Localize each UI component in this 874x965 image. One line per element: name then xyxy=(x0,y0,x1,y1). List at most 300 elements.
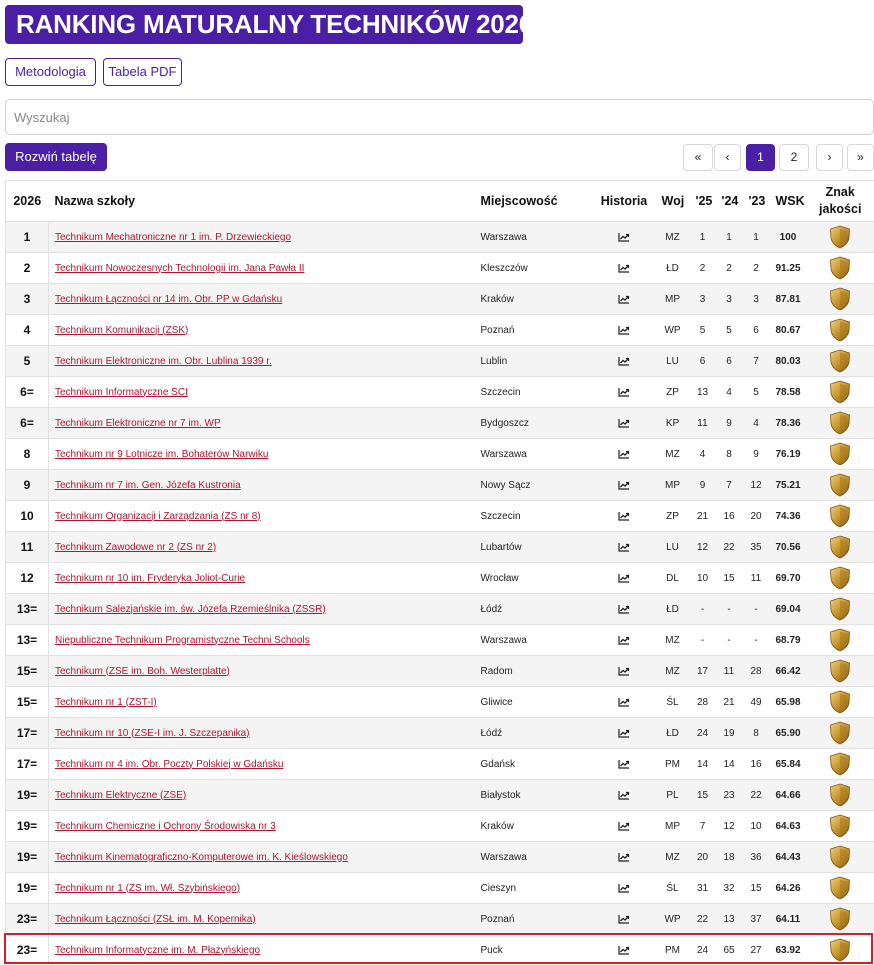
school-name-cell xyxy=(49,377,475,408)
city-cell: Warszawa xyxy=(475,222,593,253)
rank-2023-cell: 2 xyxy=(743,253,770,284)
trend-chart-icon[interactable] xyxy=(618,542,630,553)
school-link[interactable]: Technikum (ZSE im. Boh. Westerplatte) xyxy=(55,665,230,677)
ranking-table xyxy=(5,180,874,965)
wsk-cell: 69.70 xyxy=(770,563,807,594)
school-name-cell xyxy=(49,501,475,532)
rank-2023-cell: 12 xyxy=(743,470,770,501)
rank-2025-cell: 9 xyxy=(690,470,716,501)
wsk-cell: 64.66 xyxy=(770,780,807,811)
trend-chart-icon[interactable] xyxy=(618,573,630,584)
wsk-cell: 63.92 xyxy=(770,935,807,965)
city-cell: Warszawa xyxy=(475,842,593,873)
school-name-cell xyxy=(49,718,475,749)
gold-shield-icon xyxy=(829,418,851,429)
voivodeship-cell: ŚL xyxy=(656,687,690,718)
rank-cell: 15= xyxy=(6,687,49,718)
rank-2024-cell: 22 xyxy=(716,532,743,563)
history-cell[interactable] xyxy=(593,780,656,811)
quality-cell xyxy=(807,780,874,811)
history-cell[interactable] xyxy=(593,873,656,904)
rank-cell: 4 xyxy=(6,315,49,346)
voivodeship-cell: WP xyxy=(656,904,690,935)
rank-2024-cell: 18 xyxy=(716,842,743,873)
table-row xyxy=(6,935,874,965)
quality-cell xyxy=(807,284,874,315)
gold-shield-icon xyxy=(829,635,851,646)
trend-chart-icon[interactable] xyxy=(618,945,630,956)
rank-cell: 19= xyxy=(6,842,49,873)
rank-2023-cell: - xyxy=(743,594,770,625)
voivodeship-cell: MZ xyxy=(656,625,690,656)
wsk-cell: 80.03 xyxy=(770,346,807,377)
rank-2025-cell: - xyxy=(690,594,716,625)
table-header-row xyxy=(6,181,874,222)
city-cell: Kleszczów xyxy=(475,253,593,284)
table-row xyxy=(6,749,874,780)
gold-shield-icon xyxy=(829,883,851,894)
history-cell[interactable] xyxy=(593,408,656,439)
rank-2024-cell: - xyxy=(716,625,743,656)
history-cell[interactable] xyxy=(593,377,656,408)
school-link[interactable]: Technikum Mechatroniczne nr 1 im. P. Drzewieckiego xyxy=(55,231,292,243)
rank-2023-cell: 22 xyxy=(743,780,770,811)
wsk-cell: 78.36 xyxy=(770,408,807,439)
voivodeship-cell: ŁD xyxy=(656,594,690,625)
gold-shield-icon xyxy=(829,759,851,770)
wsk-cell: 75.21 xyxy=(770,470,807,501)
table-row xyxy=(6,873,874,904)
rank-cell: 17= xyxy=(6,718,49,749)
col-2025-header[interactable]: '25 xyxy=(690,181,716,222)
rank-2024-cell: - xyxy=(716,594,743,625)
table-row xyxy=(6,346,874,377)
school-link[interactable]: Technikum nr 4 im. Obr. Poczty Polskiej w Gdańsku xyxy=(55,758,284,770)
table-row xyxy=(6,315,874,346)
wsk-cell: 68.79 xyxy=(770,625,807,656)
rank-cell: 10 xyxy=(6,501,49,532)
trend-chart-icon[interactable] xyxy=(618,852,630,863)
rank-2024-cell: 19 xyxy=(716,718,743,749)
trend-chart-icon[interactable] xyxy=(618,604,630,615)
trend-chart-icon[interactable] xyxy=(618,325,630,336)
quality-cell xyxy=(807,377,874,408)
trend-chart-icon[interactable] xyxy=(618,449,630,460)
rank-2024-cell: 13 xyxy=(716,904,743,935)
rank-2024-cell: 6 xyxy=(716,346,743,377)
next-page-button[interactable]: › xyxy=(816,144,843,171)
voivodeship-cell: MP xyxy=(656,470,690,501)
history-cell[interactable] xyxy=(593,749,656,780)
trend-chart-icon[interactable] xyxy=(618,232,630,243)
school-link[interactable]: Technikum nr 10 im. Fryderyka Joliot-Curie xyxy=(55,572,246,584)
rank-2025-cell: 1 xyxy=(690,222,716,253)
last-page-button[interactable]: » xyxy=(847,144,874,171)
school-name-cell xyxy=(49,935,475,965)
table-row xyxy=(6,408,874,439)
city-cell: Nowy Sącz xyxy=(475,470,593,501)
quality-cell xyxy=(807,470,874,501)
rank-2023-cell: 36 xyxy=(743,842,770,873)
rank-2023-cell: 10 xyxy=(743,811,770,842)
trend-chart-icon[interactable] xyxy=(618,666,630,677)
rank-2025-cell: 13 xyxy=(690,377,716,408)
wsk-cell: 80.67 xyxy=(770,315,807,346)
rank-2023-cell: 5 xyxy=(743,377,770,408)
search-input[interactable] xyxy=(5,99,874,135)
rank-cell: 3 xyxy=(6,284,49,315)
school-link[interactable]: Niepubliczne Technikum Programistyczne Techni Schools xyxy=(55,634,310,646)
school-name-cell xyxy=(49,749,475,780)
history-cell[interactable] xyxy=(593,439,656,470)
city-cell: Kraków xyxy=(475,811,593,842)
rank-2024-cell: 9 xyxy=(716,408,743,439)
city-cell: Gdańsk xyxy=(475,749,593,780)
quality-cell xyxy=(807,625,874,656)
wsk-cell: 65.98 xyxy=(770,687,807,718)
col-quality-header: Znak jakości xyxy=(807,181,874,222)
voivodeship-cell: ŁD xyxy=(656,253,690,284)
quality-cell xyxy=(807,501,874,532)
history-cell[interactable] xyxy=(593,563,656,594)
rank-2025-cell: 24 xyxy=(690,718,716,749)
voivodeship-cell: MZ xyxy=(656,656,690,687)
table-row xyxy=(6,563,874,594)
rank-2024-cell: 1 xyxy=(716,222,743,253)
school-link[interactable]: Technikum Zawodowe nr 2 (ZS nr 2) xyxy=(55,541,217,553)
trend-chart-icon[interactable] xyxy=(618,759,630,770)
rank-2024-cell: 5 xyxy=(716,315,743,346)
trend-chart-icon[interactable] xyxy=(618,480,630,491)
voivodeship-cell: PL xyxy=(656,780,690,811)
rank-2023-cell: 7 xyxy=(743,346,770,377)
rank-2025-cell: - xyxy=(690,625,716,656)
voivodeship-cell: MZ xyxy=(656,439,690,470)
school-link[interactable]: Technikum Komunikacji (ZSK) xyxy=(55,324,189,336)
rank-2024-cell: 8 xyxy=(716,439,743,470)
trend-chart-icon[interactable] xyxy=(618,511,630,522)
voivodeship-cell: ŚL xyxy=(656,873,690,904)
city-cell: Szczecin xyxy=(475,501,593,532)
city-cell: Poznań xyxy=(475,315,593,346)
rank-cell: 11 xyxy=(6,532,49,563)
rank-2023-cell: 8 xyxy=(743,718,770,749)
city-cell: Warszawa xyxy=(475,625,593,656)
table-row xyxy=(6,284,874,315)
col-2023-header[interactable]: '23 xyxy=(743,181,770,222)
trend-chart-icon[interactable] xyxy=(618,728,630,739)
rank-cell: 13= xyxy=(6,594,49,625)
city-cell: Puck xyxy=(475,935,593,965)
rank-2024-cell: 7 xyxy=(716,470,743,501)
trend-chart-icon[interactable] xyxy=(618,821,630,832)
gold-shield-icon xyxy=(829,356,851,367)
quality-cell xyxy=(807,439,874,470)
col-name-header[interactable]: Nazwa szkoły xyxy=(49,181,475,222)
school-link[interactable]: Technikum nr 1 (ZST-I) xyxy=(55,696,157,708)
school-name-cell xyxy=(49,222,475,253)
rank-2024-cell: 3 xyxy=(716,284,743,315)
school-link[interactable]: Technikum nr 1 (ZS im. Wł. Szybińskiego) xyxy=(55,882,241,894)
rank-cell: 2 xyxy=(6,253,49,284)
wsk-cell: 64.26 xyxy=(770,873,807,904)
history-cell[interactable] xyxy=(593,501,656,532)
gold-shield-icon xyxy=(829,697,851,708)
col-city-header[interactable]: Miejscowość xyxy=(475,181,593,222)
school-link[interactable]: Technikum Elektryczne (ZSE) xyxy=(55,789,187,801)
history-cell[interactable] xyxy=(593,470,656,501)
wsk-cell: 91.25 xyxy=(770,253,807,284)
school-link[interactable]: Technikum nr 9 Lotnicze im. Bohaterów Narwiku xyxy=(55,448,269,460)
rank-2023-cell: 3 xyxy=(743,284,770,315)
rank-2025-cell: 20 xyxy=(690,842,716,873)
history-cell[interactable] xyxy=(593,718,656,749)
pdf-table-button[interactable]: Tabela PDF xyxy=(103,58,182,86)
voivodeship-cell: KP xyxy=(656,408,690,439)
voivodeship-cell: ZP xyxy=(656,501,690,532)
table-row xyxy=(6,594,874,625)
gold-shield-icon xyxy=(829,294,851,305)
school-name-cell xyxy=(49,904,475,935)
gold-shield-icon xyxy=(829,542,851,553)
school-name-cell xyxy=(49,842,475,873)
trend-chart-icon[interactable] xyxy=(618,635,630,646)
rank-cell: 19= xyxy=(6,780,49,811)
school-link[interactable]: Technikum Kinematograficzno-Komputerowe im. K. Kieślowskiego xyxy=(55,851,348,863)
trend-chart-icon[interactable] xyxy=(618,418,630,429)
school-name-cell xyxy=(49,315,475,346)
quality-cell xyxy=(807,656,874,687)
trend-chart-icon[interactable] xyxy=(618,883,630,894)
history-cell[interactable] xyxy=(593,625,656,656)
wsk-cell: 70.56 xyxy=(770,532,807,563)
quality-cell xyxy=(807,842,874,873)
gold-shield-icon xyxy=(829,480,851,491)
rank-2023-cell: 15 xyxy=(743,873,770,904)
voivodeship-cell: PM xyxy=(656,749,690,780)
school-name-cell xyxy=(49,253,475,284)
voivodeship-cell: LU xyxy=(656,532,690,563)
school-link[interactable]: Technikum Informatyczne im. M. Płażyńskiego xyxy=(55,944,261,956)
rank-2024-cell: 4 xyxy=(716,377,743,408)
rank-cell: 19= xyxy=(6,811,49,842)
school-link[interactable]: Technikum Salezjańskie im. św. Józefa Rzemieślnika (ZSSR) xyxy=(55,603,326,615)
rank-2024-cell: 11 xyxy=(716,656,743,687)
school-link[interactable]: Technikum nr 10 (ZSE-I im. J. Szczepanika) xyxy=(55,727,250,739)
history-cell[interactable] xyxy=(593,253,656,284)
rank-2023-cell: 35 xyxy=(743,532,770,563)
table-row xyxy=(6,687,874,718)
wsk-cell: 87.81 xyxy=(770,284,807,315)
col-2024-header[interactable]: '24 xyxy=(716,181,743,222)
voivodeship-cell: DL xyxy=(656,563,690,594)
rank-2023-cell: - xyxy=(743,625,770,656)
quality-cell xyxy=(807,749,874,780)
city-cell: Cieszyn xyxy=(475,873,593,904)
city-cell: Wrocław xyxy=(475,563,593,594)
wsk-cell: 64.63 xyxy=(770,811,807,842)
school-name-cell xyxy=(49,811,475,842)
gold-shield-icon xyxy=(829,821,851,832)
trend-chart-icon[interactable] xyxy=(618,914,630,925)
rank-2025-cell: 5 xyxy=(690,315,716,346)
rank-2025-cell: 2 xyxy=(690,253,716,284)
school-link[interactable]: Technikum Informatyczne SCI xyxy=(55,386,188,398)
page-2-button[interactable]: 2 xyxy=(779,144,809,171)
trend-chart-icon[interactable] xyxy=(618,790,630,801)
city-cell: Kraków xyxy=(475,284,593,315)
gold-shield-icon xyxy=(829,666,851,677)
trend-chart-icon[interactable] xyxy=(618,356,630,367)
trend-chart-icon[interactable] xyxy=(618,697,630,708)
gold-shield-icon xyxy=(829,604,851,615)
school-link[interactable]: Technikum Łączności (ZSŁ im. M. Kopernika) xyxy=(55,913,256,925)
school-link[interactable]: Technikum nr 7 im. Gen. Józefa Kustronia xyxy=(55,479,241,491)
rank-2023-cell: 9 xyxy=(743,439,770,470)
quality-cell xyxy=(807,315,874,346)
rank-2023-cell: 37 xyxy=(743,904,770,935)
quality-cell xyxy=(807,346,874,377)
wsk-cell: 74.36 xyxy=(770,501,807,532)
school-link[interactable]: Technikum Nowoczesnych Technologii im. Jana Pawła II xyxy=(55,262,305,274)
school-link[interactable]: Technikum Chemiczne i Ochrony Środowiska nr 3 xyxy=(55,820,276,832)
rank-2025-cell: 10 xyxy=(690,563,716,594)
rank-2025-cell: 6 xyxy=(690,346,716,377)
school-name-cell xyxy=(49,439,475,470)
gold-shield-icon xyxy=(829,232,851,243)
rank-2025-cell: 31 xyxy=(690,873,716,904)
voivodeship-cell: MP xyxy=(656,811,690,842)
rank-2024-cell: 21 xyxy=(716,687,743,718)
wsk-cell: 66.42 xyxy=(770,656,807,687)
school-link[interactable]: Technikum Organizacji i Zarządzania (ZS nr 8) xyxy=(55,510,261,522)
col-voiv-header[interactable]: Woj xyxy=(656,181,690,222)
history-cell[interactable] xyxy=(593,222,656,253)
history-cell[interactable] xyxy=(593,346,656,377)
rank-2023-cell: 16 xyxy=(743,749,770,780)
prev-page-button[interactable]: ‹ xyxy=(714,144,741,171)
quality-cell xyxy=(807,718,874,749)
rank-cell: 9 xyxy=(6,470,49,501)
gold-shield-icon xyxy=(829,511,851,522)
city-cell: Bydgoszcz xyxy=(475,408,593,439)
school-link[interactable]: Technikum Elektroniczne im. Obr. Lublina 1939 r. xyxy=(55,355,272,367)
page-1-button[interactable]: 1 xyxy=(746,144,775,171)
first-page-button[interactable]: « xyxy=(683,144,713,171)
trend-chart-icon[interactable] xyxy=(618,263,630,274)
city-cell: Poznań xyxy=(475,904,593,935)
wsk-cell: 65.84 xyxy=(770,749,807,780)
table-row xyxy=(6,811,874,842)
history-cell[interactable] xyxy=(593,284,656,315)
history-cell[interactable] xyxy=(593,935,656,965)
rank-2024-cell: 14 xyxy=(716,749,743,780)
rank-cell: 6= xyxy=(6,377,49,408)
methodology-button[interactable]: Metodologia xyxy=(5,58,96,86)
col-wsk-header[interactable]: WSK xyxy=(770,181,807,222)
trend-chart-icon[interactable] xyxy=(618,387,630,398)
rank-2023-cell: 28 xyxy=(743,656,770,687)
rank-2025-cell: 15 xyxy=(690,780,716,811)
school-name-cell xyxy=(49,532,475,563)
wsk-cell: 64.11 xyxy=(770,904,807,935)
gold-shield-icon xyxy=(829,449,851,460)
city-cell: Łódź xyxy=(475,718,593,749)
rank-cell: 13= xyxy=(6,625,49,656)
history-cell[interactable] xyxy=(593,656,656,687)
school-link[interactable]: Technikum Elektroniczne nr 7 im. WP xyxy=(55,417,221,429)
rank-2025-cell: 7 xyxy=(690,811,716,842)
quality-cell xyxy=(807,687,874,718)
rank-2024-cell: 32 xyxy=(716,873,743,904)
rank-cell: 8 xyxy=(6,439,49,470)
rank-2023-cell: 4 xyxy=(743,408,770,439)
school-name-cell xyxy=(49,346,475,377)
quality-cell xyxy=(807,811,874,842)
wsk-cell: 65.90 xyxy=(770,718,807,749)
rank-2024-cell: 2 xyxy=(716,253,743,284)
city-cell: Radom xyxy=(475,656,593,687)
rank-2023-cell: 27 xyxy=(743,935,770,965)
city-cell: Warszawa xyxy=(475,439,593,470)
history-cell[interactable] xyxy=(593,315,656,346)
history-cell[interactable] xyxy=(593,811,656,842)
quality-cell xyxy=(807,253,874,284)
rank-cell: 23= xyxy=(6,935,49,965)
city-cell: Lubartów xyxy=(475,532,593,563)
history-cell[interactable] xyxy=(593,594,656,625)
quality-cell xyxy=(807,873,874,904)
trend-chart-icon[interactable] xyxy=(618,294,630,305)
school-name-cell xyxy=(49,625,475,656)
table-row xyxy=(6,656,874,687)
school-name-cell xyxy=(49,656,475,687)
school-name-cell xyxy=(49,408,475,439)
history-cell[interactable] xyxy=(593,687,656,718)
history-cell[interactable] xyxy=(593,904,656,935)
page-title: RANKING MATURALNY TECHNIKÓW 2026 xyxy=(5,5,523,44)
gold-shield-icon xyxy=(829,728,851,739)
table-row xyxy=(6,222,874,253)
rank-2023-cell: 1 xyxy=(743,222,770,253)
voivodeship-cell: MZ xyxy=(656,222,690,253)
voivodeship-cell: MP xyxy=(656,284,690,315)
rank-2025-cell: 3 xyxy=(690,284,716,315)
table-row xyxy=(6,718,874,749)
quality-cell xyxy=(807,408,874,439)
col-history-header: Historia xyxy=(593,181,656,222)
table-row xyxy=(6,904,874,935)
expand-table-button[interactable]: Rozwiń tabelę xyxy=(5,143,107,171)
gold-shield-icon xyxy=(829,387,851,398)
school-name-cell xyxy=(49,780,475,811)
school-link[interactable]: Technikum Łączności nr 14 im. Obr. PP w Gdańsku xyxy=(55,293,283,305)
history-cell[interactable] xyxy=(593,842,656,873)
school-name-cell xyxy=(49,687,475,718)
history-cell[interactable] xyxy=(593,532,656,563)
quality-cell xyxy=(807,904,874,935)
col-rank-header[interactable]: 2026 xyxy=(6,181,49,222)
voivodeship-cell: WP xyxy=(656,315,690,346)
rank-2024-cell: 16 xyxy=(716,501,743,532)
rank-2025-cell: 14 xyxy=(690,749,716,780)
table-row xyxy=(6,532,874,563)
voivodeship-cell: LU xyxy=(656,346,690,377)
table-row xyxy=(6,470,874,501)
wsk-cell: 64.43 xyxy=(770,842,807,873)
rank-2023-cell: 11 xyxy=(743,563,770,594)
rank-2023-cell: 6 xyxy=(743,315,770,346)
